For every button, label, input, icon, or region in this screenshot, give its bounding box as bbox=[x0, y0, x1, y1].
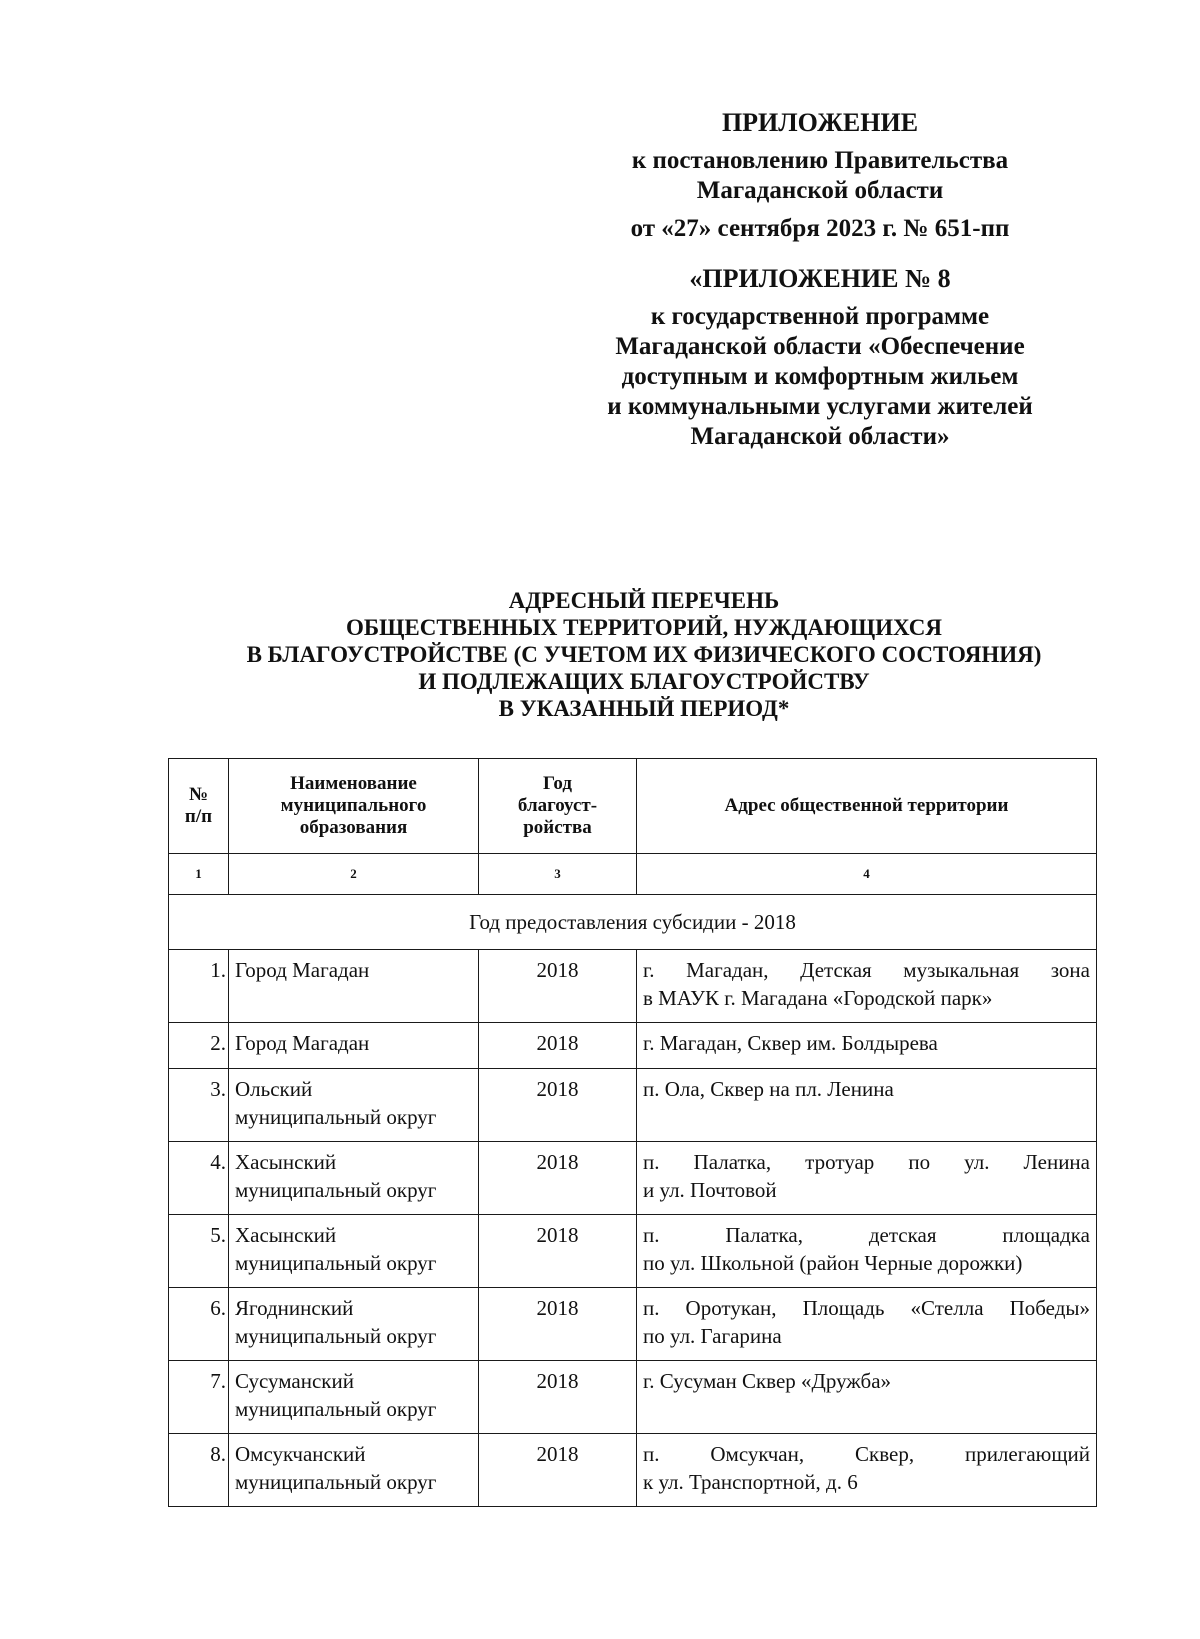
row-number: 6. bbox=[169, 1288, 229, 1361]
municipality-line: муниципальный округ bbox=[235, 1251, 437, 1275]
territories-table bbox=[168, 758, 1097, 1507]
municipality-line: Омсукчанский bbox=[235, 1442, 366, 1466]
row-municipality bbox=[229, 1361, 479, 1434]
header-num-line-2: п/п bbox=[184, 806, 213, 827]
header-mo-line-3: образования bbox=[299, 817, 408, 838]
table-row bbox=[169, 950, 1097, 1023]
table-row bbox=[169, 1069, 1097, 1142]
header-year-line-3: ройства bbox=[523, 817, 592, 838]
row-year: 2018 bbox=[479, 1215, 637, 1288]
municipality-line: муниципальный округ bbox=[235, 1105, 437, 1129]
row-year: 2018 bbox=[479, 1023, 637, 1069]
row-municipality bbox=[229, 1434, 479, 1507]
row-address bbox=[637, 1023, 1097, 1069]
table-row bbox=[169, 1023, 1097, 1069]
municipality-line: Ягоднинский bbox=[235, 1296, 354, 1320]
header-address: Адрес общественной территории bbox=[637, 759, 1097, 854]
header-year-line-1: Год bbox=[543, 773, 572, 794]
municipality-line: Сусуманский bbox=[235, 1369, 354, 1393]
row-year: 2018 bbox=[479, 1288, 637, 1361]
header-mo-line-1: Наименование bbox=[290, 773, 417, 794]
address-line: п. Омсукчан, Сквер, прилегающий bbox=[643, 1442, 1090, 1466]
row-address bbox=[637, 1288, 1097, 1361]
header-year bbox=[479, 759, 637, 854]
appendix-to-line-2: Магаданской области bbox=[696, 177, 944, 204]
title-line-2: ОБЩЕСТВЕННЫХ ТЕРРИТОРИЙ, НУЖДАЮЩИХСЯ bbox=[346, 615, 942, 640]
title-line-3: В БЛАГОУСТРОЙСТВЕ (С УЧЕТОМ ИХ ФИЗИЧЕСКОГО СОСТОЯНИЯ) bbox=[246, 642, 1042, 667]
table-row bbox=[169, 1361, 1097, 1434]
section-label: Год предоставления субсидии - 2018 bbox=[169, 895, 1097, 950]
address-line: п. Палатка, детская площадка bbox=[643, 1223, 1090, 1247]
row-municipality bbox=[229, 950, 479, 1023]
row-number: 7. bbox=[169, 1361, 229, 1434]
table-header-row bbox=[169, 759, 1097, 854]
document-title bbox=[160, 587, 1128, 722]
annex-title: «ПРИЛОЖЕНИЕ № 8 bbox=[689, 264, 951, 293]
row-address bbox=[637, 1361, 1097, 1434]
column-number: 3 bbox=[479, 854, 637, 895]
row-number: 8. bbox=[169, 1434, 229, 1507]
address-line: п. Ола, Сквер на пл. Ленина bbox=[643, 1077, 894, 1101]
municipality-line: муниципальный округ bbox=[235, 1470, 437, 1494]
row-year: 2018 bbox=[479, 1069, 637, 1142]
row-address bbox=[637, 1434, 1097, 1507]
header-municipality bbox=[229, 759, 479, 854]
row-number: 4. bbox=[169, 1142, 229, 1215]
municipality-line: Хасынский bbox=[235, 1150, 337, 1174]
address-line: г. Магадан, Сквер им. Болдырева bbox=[643, 1031, 938, 1055]
address-line: по ул. Гагарина bbox=[643, 1324, 782, 1348]
row-number: 5. bbox=[169, 1215, 229, 1288]
address-line: к ул. Транспортной, д. 6 bbox=[643, 1470, 858, 1494]
row-year: 2018 bbox=[479, 1142, 637, 1215]
table-row bbox=[169, 1434, 1097, 1507]
row-year: 2018 bbox=[479, 1434, 637, 1507]
header-mo-line-2: муниципального bbox=[280, 795, 427, 816]
municipality-line: Хасынский bbox=[235, 1223, 337, 1247]
appendix-to-line-1: к постановлению Правительства bbox=[631, 147, 1009, 174]
section-row bbox=[169, 895, 1097, 950]
title-line-1: АДРЕСНЫЙ ПЕРЕЧЕНЬ bbox=[508, 588, 780, 613]
program-line-4: и коммунальными услугами жителей bbox=[607, 393, 1033, 420]
header-num-line-1: № bbox=[188, 784, 209, 805]
column-number: 1 bbox=[169, 854, 229, 895]
municipality-line: муниципальный округ bbox=[235, 1178, 437, 1202]
header-num bbox=[169, 759, 229, 854]
title-line-5: В УКАЗАННЫЙ ПЕРИОД* bbox=[498, 696, 790, 721]
address-line: п. Палатка, тротуар по ул. Ленина bbox=[643, 1150, 1090, 1174]
address-line: г. Сусуман Сквер «Дружба» bbox=[643, 1369, 892, 1393]
row-municipality bbox=[229, 1142, 479, 1215]
address-line: г. Магадан, Детская музыкальная зона bbox=[643, 958, 1090, 982]
column-number: 4 bbox=[637, 854, 1097, 895]
table-row bbox=[169, 1215, 1097, 1288]
row-municipality bbox=[229, 1023, 479, 1069]
address-line: п. Оротукан, Площадь «Стелла Победы» bbox=[643, 1296, 1090, 1320]
row-municipality bbox=[229, 1215, 479, 1288]
municipality-line: муниципальный округ bbox=[235, 1397, 437, 1421]
address-line: в МАУК г. Магадана «Городской парк» bbox=[643, 986, 993, 1010]
address-line: по ул. Школьной (район Черные дорожки) bbox=[643, 1251, 1023, 1275]
row-municipality bbox=[229, 1288, 479, 1361]
municipality-line: муниципальный округ bbox=[235, 1324, 437, 1348]
row-address bbox=[637, 1215, 1097, 1288]
appendix-title: ПРИЛОЖЕНИЕ bbox=[721, 108, 919, 137]
row-address bbox=[637, 1069, 1097, 1142]
table-row bbox=[169, 1288, 1097, 1361]
program-line-2: Магаданской области «Обеспечение bbox=[615, 333, 1025, 360]
program-line-1: к государственной программе bbox=[650, 303, 990, 330]
row-year: 2018 bbox=[479, 1361, 637, 1434]
program-line-3: доступным и комфортным жильем bbox=[621, 363, 1019, 390]
municipality-line: Ольский bbox=[235, 1077, 313, 1101]
program-line-5: Магаданской области» bbox=[690, 423, 950, 450]
row-municipality bbox=[229, 1069, 479, 1142]
row-year: 2018 bbox=[479, 950, 637, 1023]
column-number-row bbox=[169, 854, 1097, 895]
row-address bbox=[637, 950, 1097, 1023]
row-number: 3. bbox=[169, 1069, 229, 1142]
column-number: 2 bbox=[229, 854, 479, 895]
table-row bbox=[169, 1142, 1097, 1215]
row-number: 2. bbox=[169, 1023, 229, 1069]
row-address bbox=[637, 1142, 1097, 1215]
municipality-line: Город Магадан bbox=[235, 958, 370, 982]
address-line: и ул. Почтовой bbox=[643, 1178, 777, 1202]
row-number: 1. bbox=[169, 950, 229, 1023]
municipality-line: Город Магадан bbox=[235, 1031, 370, 1055]
appendix-block bbox=[560, 108, 1080, 452]
title-line-4: И ПОДЛЕЖАЩИХ БЛАГОУСТРОЙСТВУ bbox=[418, 669, 870, 694]
appendix-date-line: от «27» сентября 2023 г. № 651-пп bbox=[630, 215, 1010, 242]
header-year-line-2: благоуст- bbox=[517, 795, 598, 816]
